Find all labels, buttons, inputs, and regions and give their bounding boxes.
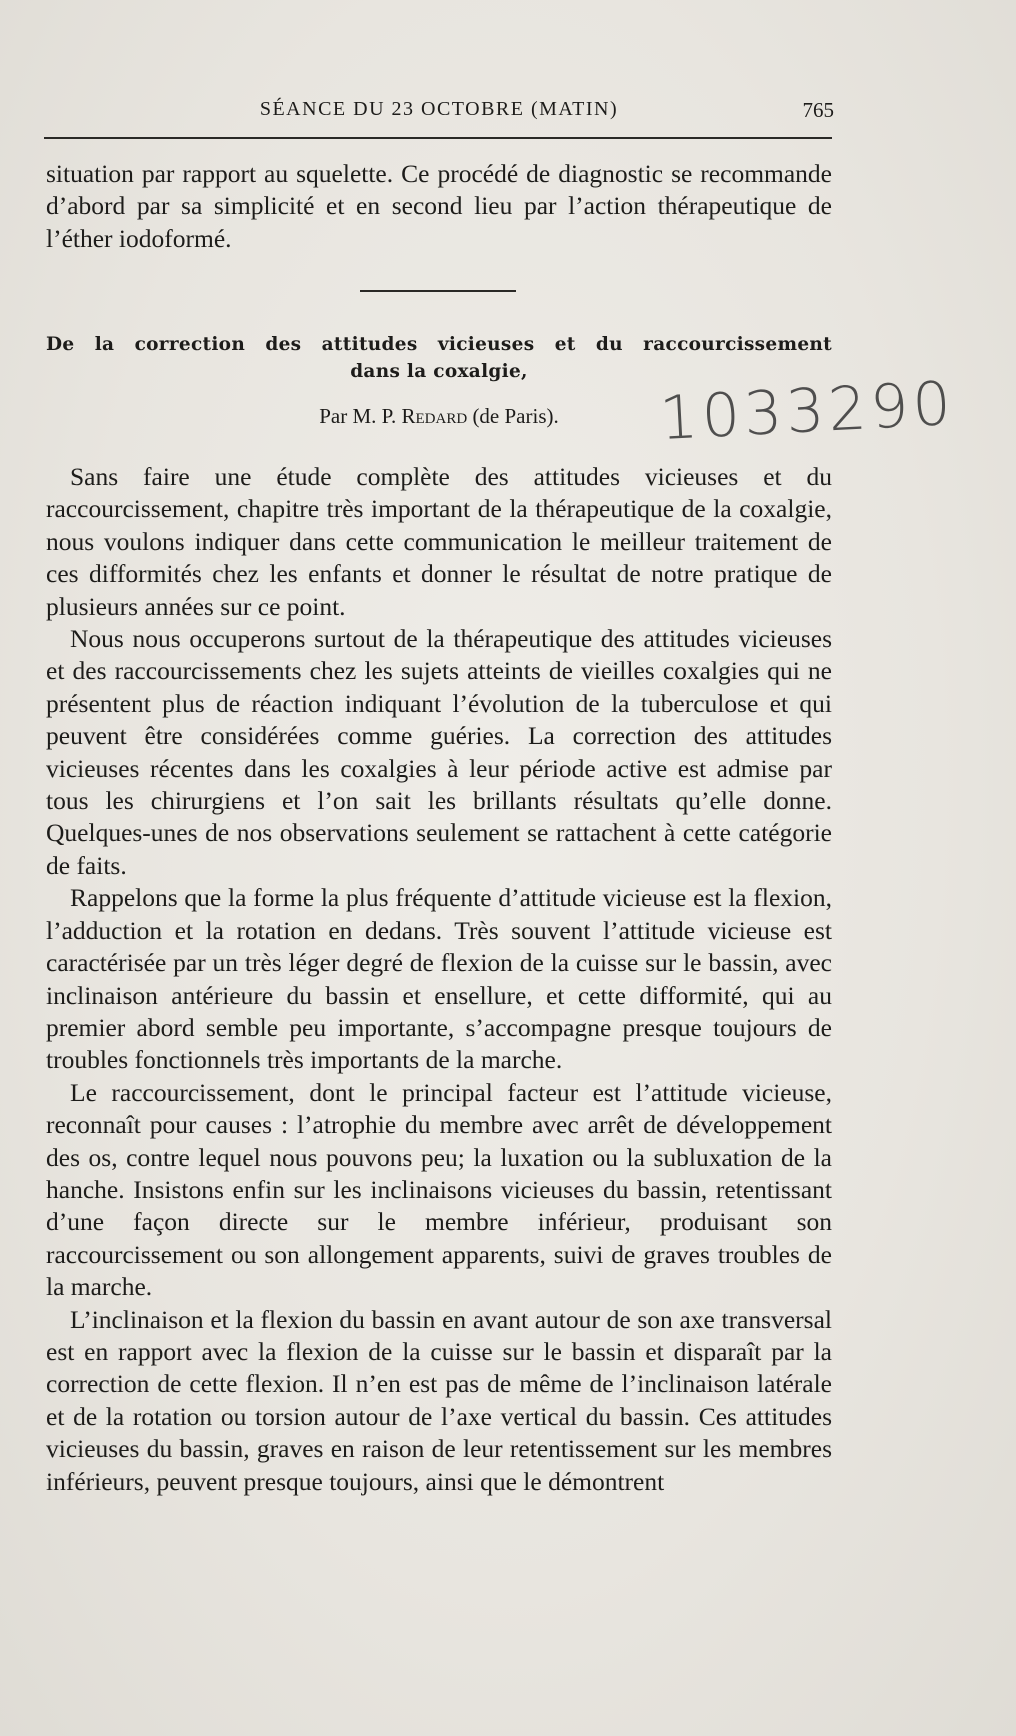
handwritten-number: 1033290 (657, 368, 957, 455)
paragraph: Rappelons que la forme la plus fréquente d’attitude vicieuse est la flexion, l’adduction et la rotation en dedans. Très souvent l’attitude vicieuse est caractérisée par un très léger degré de flexion de la cuisse sur le bassin, avec inclinaison antérieure du bassin et ensellure, et cette difformité, qui au premier abord semble peu importante, s’accompagne presque toujours de troubles fonctionnels très importants de la marche. (46, 883, 832, 1075)
section-title (46, 331, 832, 385)
paragraph: Le raccourcissement, dont le principal facteur est l’attitude vicieuse, reconnaît pour causes : l’atrophie du membre avec arrêt de développement des os, contre lequel nous pouvons peu; la luxation ou la subluxation de la hanche. Insistons enfin sur les inclinaisons vicieuses du bassin, retentissant d’une façon directe sur le membre inférieur, produisant son raccourcissement ou son allongement apparents, suivi de graves troubles de la marche. (46, 1077, 832, 1302)
section-separator (360, 290, 516, 292)
running-header (44, 96, 834, 126)
author-suffix: (de Paris). (467, 404, 559, 428)
section-title-line-2: dans la coxalgie, (350, 361, 528, 382)
paragraph: Sans faire une étude complète des attitudes vicieuses et du raccourcissement, chapitre très important de la thérapeutique de la coxalgie, nous voulons indiquer dans cette communication le meilleur traitement de ces difformités chez les enfants et donner le résultat de notre pratique de plusieurs années sur ce point. (46, 462, 832, 621)
running-title: SÉANCE DU 23 OCTOBRE (MATIN) (259, 98, 619, 120)
intro-paragraph-block (46, 158, 832, 255)
main-text (46, 461, 832, 1498)
paragraph: L’inclinaison et la flexion du bassin en avant autour de son axe transversal est en rapport avec la flexion de la cuisse sur le bassin et disparaît par la correction de cette flexion. Il n’en est pas de même de l’inclinaison latérale et de la rotation ou torsion autour de l’axe vertical du bassin. Ces attitudes vicieuses du bassin, graves en raison de leur retentissement sur les membres inférieurs, peuvent presque toujours, ainsi que le démontrent (46, 1304, 832, 1496)
page-number: 765 (802, 98, 834, 122)
author-prefix: Par M. P. (319, 404, 402, 428)
paragraph: Nous nous occuperons surtout de la thérapeutique des attitudes vicieuses et des raccourcissements chez les sujets atteints de vieilles coxalgies qui ne présentent plus de réaction indiquant l’évolution de la tuberculose et qui peuvent être considérées comme guéries. La correction des attitudes vicieuses récentes dans les coxalgies à leur période active est admise par tous les chirurgiens et l’on sait les brillants résultats qu’elle donne. Quelques-unes de nos observations seulement se rattachent à cette catégorie de faits. (46, 624, 832, 880)
intro-paragraph: situation par rapport au squelette. Ce procédé de diagnostic se recommande d’abord par sa simplicité et en second lieu par l’action thérapeutique de l’éther iodoformé. (46, 159, 832, 253)
author-name: Redard (401, 404, 468, 428)
header-rule (44, 137, 832, 139)
section-title-line-1: De la correction des attitudes vicieuses et du raccourcissement (46, 334, 832, 355)
